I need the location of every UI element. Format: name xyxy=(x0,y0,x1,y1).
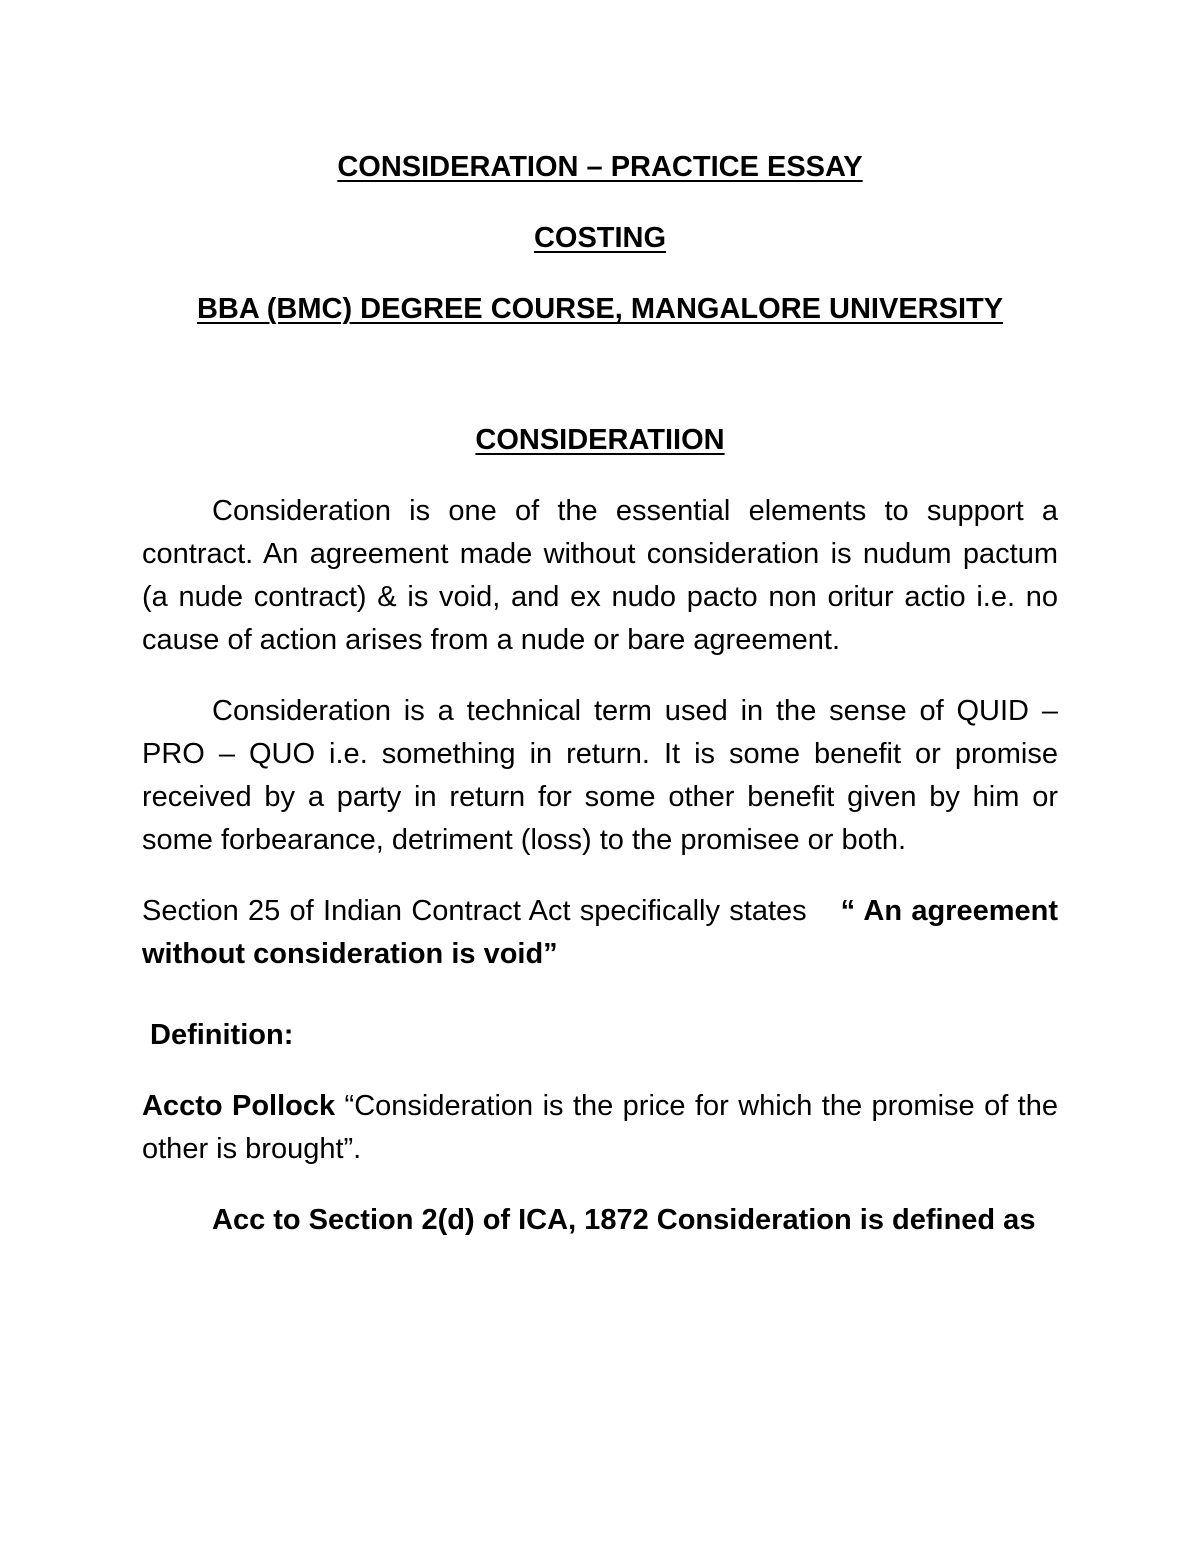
paragraph-section-25 xyxy=(142,890,1058,976)
paragraph-pollock xyxy=(142,1085,1058,1171)
pollock-name: Accto Pollock xyxy=(142,1090,336,1122)
paragraph-quid-pro-quo: Consideration is a technical term used in the sense of QUID – PRO – QUO i.e. something in return. It is some benefit or promise received by a party in return for some other benefit given by him or some forbearance, detriment (loss) to the promisee or both. xyxy=(142,695,1058,856)
paragraph-intro: Consideration is one of the essential elements to support a contract. An agreement made without consideration is nudum pactum (a nude contract) & is void, and ex nudo pacto non oritur actio i.e. no cause of action arises from a nude or bare agreement. xyxy=(142,495,1058,656)
section-25-quote: “ An agreement without consideration is void” xyxy=(142,895,1058,970)
document-course: BBA (BMC) DEGREE COURSE, MANGALORE UNIVERSITY xyxy=(196,293,1004,325)
section-25-lead: Section 25 of Indian Contract Act specifically states xyxy=(142,895,807,927)
section-heading: CONSIDERATIION xyxy=(475,424,725,456)
definition-heading: Definition: xyxy=(150,1019,294,1051)
document-subject: COSTING xyxy=(533,222,667,254)
document-title: CONSIDERATION – PRACTICE ESSAY xyxy=(337,151,863,183)
pollock-definition: “Consideration is the price for which the promise of the other is brought”. xyxy=(142,1090,1058,1165)
document-body xyxy=(142,140,1058,1242)
paragraph-section-2d: Acc to Section 2(d) of ICA, 1872 Consideration is defined as xyxy=(212,1204,1036,1236)
